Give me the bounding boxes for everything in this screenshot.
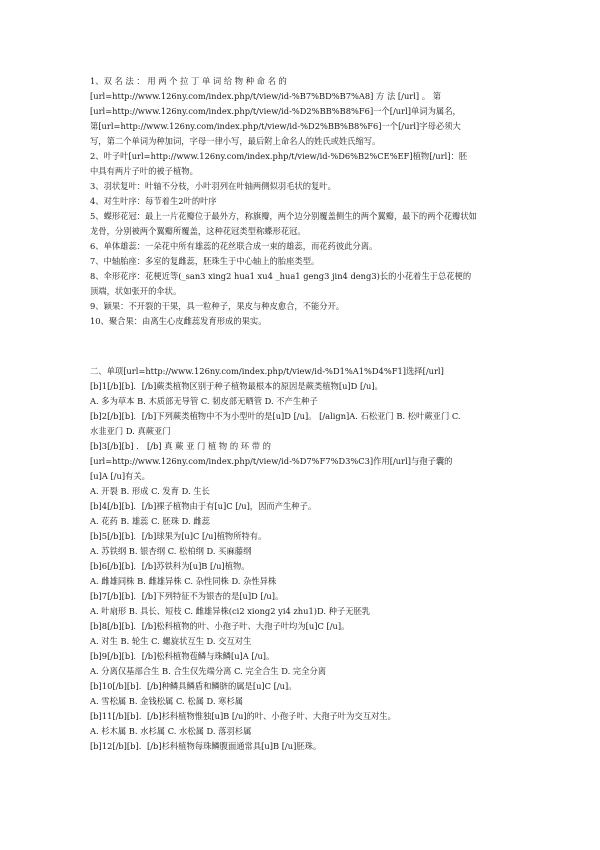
section-gap <box>90 329 512 364</box>
text-line: [b]8[/b][b]．[/b]松科植物的叶、小孢子叶、大孢子叶均为[u]C [/u]。 <box>90 621 350 631</box>
text-line: 顶端，状如张开的伞状。 <box>90 286 182 296</box>
text-line: A. 花药 B. 雄蕊 C. 胚珠 D. 雌蕊 <box>90 516 210 526</box>
definitions-section <box>90 74 512 329</box>
text-line: 2、叶子叶[url=http://www.126ny.com/index.php/t/view/id-%D6%B2%CE%EF]植物[/url]：胚 <box>90 151 468 161</box>
text-line: [b]7[/b][b]．[/b]下列特征不为银杏的是[u]D [/u]。 <box>90 591 284 601</box>
text-line: [b]4[/b][b]．[/b]裸子植物由于有[u]C [/u]，因而产生种子。 <box>90 501 317 511</box>
text-line: 二、单项[url=http://www.126ny.com/index.php/t/view/id-%D1%A1%D4%F1]选择[/url] <box>90 366 444 376</box>
text-line: [b]5[/b][b]．[/b]球果为[u]C [/u]植物所特有。 <box>90 531 267 541</box>
text-line: [b]10[/b][b]．[/b]种鳞具鳞盾和鳞脐的属是[u]C [/u]。 <box>90 681 297 691</box>
text-line: [b]1[/b][b]．[/b]蕨类植物区别于种子植物最根本的原因是蕨类植物[u]D [/u]。 <box>90 381 383 391</box>
text-line: A. 叶扇形 B. 具长、短枝 C. 雌雄异株(ci2 xiong2 yi4 zhu1)D. 种子无胚乳 <box>90 606 371 616</box>
text-line: A. 苏铁纲 B. 银杏纲 C. 松柏纲 D. 买麻藤纲 <box>90 546 252 556</box>
text-line: 水韭亚门 D. 真蕨亚门 <box>90 426 171 436</box>
text-line: A. 对生 B. 轮生 C. 螺旋状互生 D. 交互对生 <box>90 636 252 646</box>
text-line: A. 杉木属 B. 水杉属 C. 水松属 D. 落羽杉属 <box>90 726 252 736</box>
text-line: A. 分离仅基部合生 B. 合生仅先端分离 C. 完全合生 D. 完全分离 <box>90 666 327 676</box>
text-line: 8、伞形花序：花梗近等(_san3 xing2 hua1 xu4 _hua1 geng3 jin4 deng3)长的小花着生于总花梗的 <box>90 271 472 281</box>
multiple-choice-section <box>90 364 512 754</box>
text-line: [url=http://www.126ny.com/index.php/t/view/id-%D7%F7%D3%C3]作用[/url]与孢子囊的 <box>90 456 453 466</box>
text-line: 10、聚合果：由离生心皮雌蕊发育形成的果实。 <box>90 316 267 326</box>
text-line: A. 开裂 B. 形成 C. 发育 D. 生长 <box>90 486 210 496</box>
text-line: 写，第二个单词为种加词，字母一律小写，最后附上命名人的姓氏或姓氏缩写。 <box>90 136 381 146</box>
text-line: 中具有两片子叶的被子植物。 <box>90 166 198 176</box>
text-line: A. 雪松属 B. 金钱松属 C. 松属 D. 寒杉属 <box>90 696 244 706</box>
text-line: [url=http://www.126ny.com/index.php/t/view/id-%B7%BD%B7%A8] 方 法 [/url] 。 第 <box>90 91 442 101</box>
text-line: 5、蝶形花冠：最上一片花瓣位于最外方，称旗瓣，两个边分别覆盖侧生的两个翼瓣，最下的两个花瓣状如 <box>90 211 477 221</box>
text-line: 7、中轴胎座：多室的复雌蕊，胚珠生于中心轴上的胎座类型。 <box>90 256 320 266</box>
text-line: 第[url=http://www.126ny.com/index.php/t/view/id-%D2%BB%B8%F6]一个[/url]字母必须大 <box>90 121 461 131</box>
text-line: [b]11[/b][b]．[/b]杉科植物惟独[u]B [/u]的叶、小孢子叶、大孢子叶为交互对生。 <box>90 711 396 721</box>
text-line: 龙骨，分别被两个翼瓣所覆盖，这种花冠类型称蝶形花冠。 <box>90 226 306 236</box>
text-line: 9、颖果：不开裂的干果，具一粒种子，果皮与种皮愈合，不能分开。 <box>90 301 345 311</box>
text-line: A. 多为草本 B. 木质部无导管 C. 韧皮部无晒管 D. 不产生种子 <box>90 396 318 406</box>
text-line: [u]A [/u]有关。 <box>90 471 150 481</box>
text-line: [b]9[/b][b]．[/b]松科植物苞鳞与珠鳞[u]A [/u]。 <box>90 651 275 661</box>
document-body <box>90 74 512 754</box>
text-line: [b]6[/b][b]．[/b]苏铁科为[u]B [/u]植物。 <box>90 561 250 571</box>
text-line: A. 雌雄同株 B. 雌雄异株 C. 杂性同株 D. 杂性异株 <box>90 576 277 586</box>
text-line: [b]12[/b][b]．[/b]杉科植物每珠鳞腹面通常具[u]B [/u]胚珠。 <box>90 741 322 751</box>
text-line: 1、双 名 法 ： 用 两 个 拉 丁 单 词 给 物 种 命 名 的 <box>90 76 287 86</box>
text-line: [url=http://www.126ny.com/index.php/t/view/id-%D2%BB%B8%F6]一个[/url]单词为属名， <box>90 106 461 116</box>
text-line: [b]3[/b][b] ． [/b] 真 蕨 亚 门 植 物 的 环 带 的 <box>90 441 271 451</box>
text-line: 4、对生叶序：每节着生2叶的叶序 <box>90 196 217 206</box>
text-line: 3、羽状复叶：叶轴不分枝，小叶羽列在叶轴两侧似羽毛状的复叶。 <box>90 181 336 191</box>
text-line: [b]2[/b][b]．[/b]下列蕨类植物中不为小型叶的是[u]D [/u]。 [/align]A. 石松亚门 B. 松叶蕨亚门 C. <box>90 411 461 421</box>
text-line: 6、单体雄蕊：一朵花中所有雄蕊的花丝联合成一束的雄蕊，而花药彼此分离。 <box>90 241 378 251</box>
